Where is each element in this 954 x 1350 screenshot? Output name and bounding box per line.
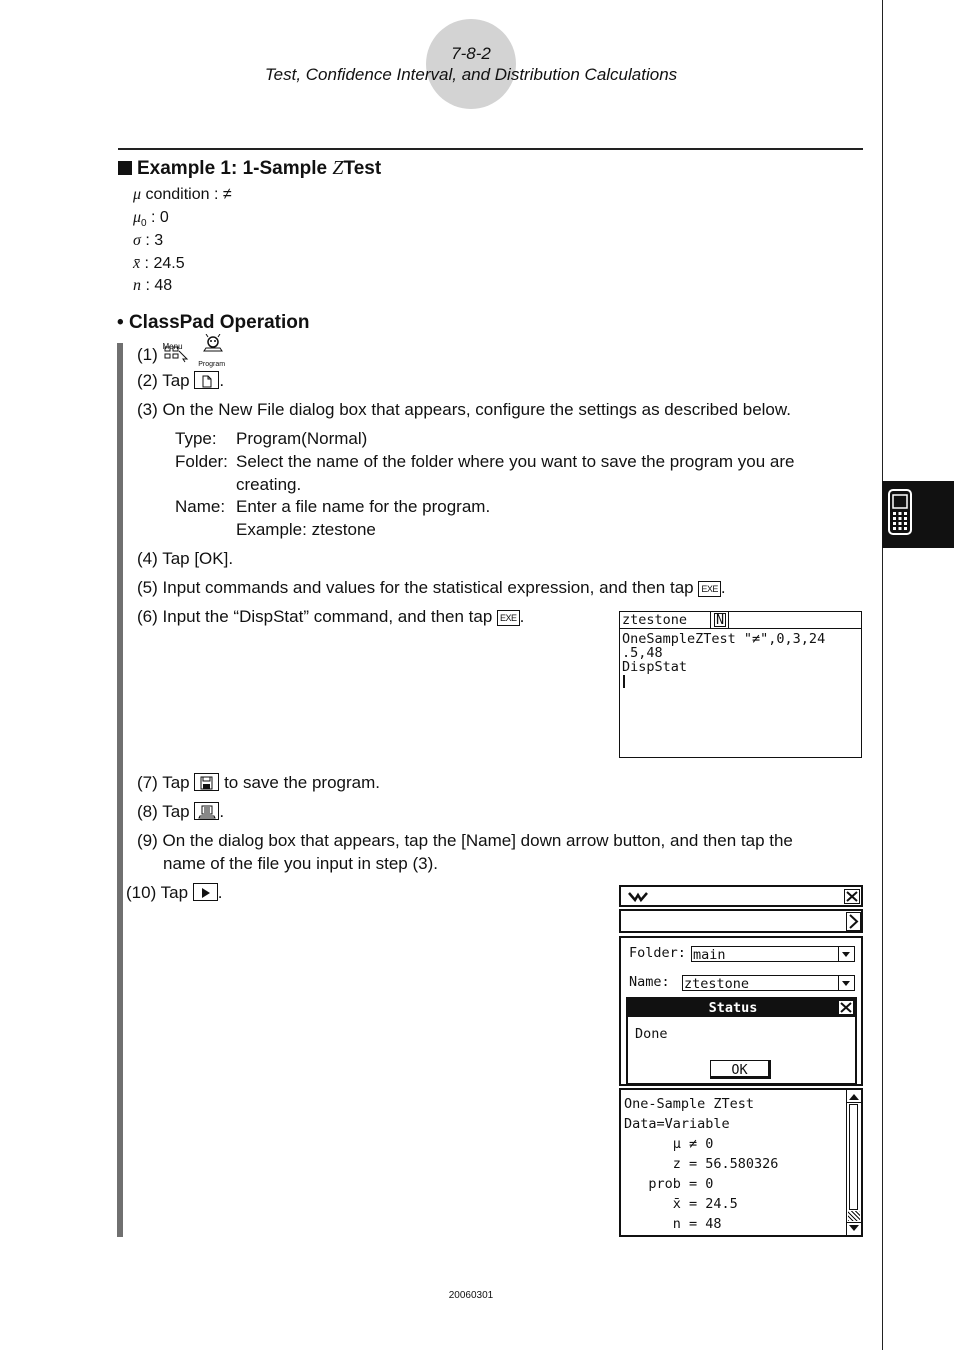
operation-heading: • ClassPad Operation — [117, 312, 310, 333]
menu-key[interactable]: Menu — [163, 340, 189, 364]
scroll-up-icon[interactable] — [847, 1091, 861, 1103]
output-line-7: n = 48 — [624, 1216, 722, 1232]
status-dialog — [626, 997, 857, 1085]
page-number: 7-8-2 — [451, 44, 491, 63]
chapter-title: Test, Confidence Interval, and Distribution Calculations — [264, 65, 678, 84]
step-2: (2) Tap . — [137, 371, 225, 390]
scroll-down-icon[interactable] — [847, 1222, 861, 1234]
loader-entry-line[interactable] — [619, 909, 863, 933]
param-xbar: x̄ : 24.5 — [133, 255, 185, 272]
step-8: (8) Tap . — [137, 802, 225, 821]
editor-title-bar — [620, 612, 861, 629]
editor-line-3: DispStat — [622, 659, 688, 675]
menu-down-arrow-icon[interactable] — [625, 889, 651, 905]
param-sigma: σ : 3 — [133, 232, 164, 249]
output-line-6: x̄ = 24.5 — [624, 1196, 738, 1212]
setting-folder-value: Select the name of the folder where you want to save the program you are — [236, 452, 795, 471]
footer-code: 20060301 — [448, 1290, 494, 1301]
editor-filename: ztestone — [622, 612, 688, 628]
loader-toolbar — [619, 885, 863, 907]
step-7: (7) Tap to save the program. — [137, 773, 380, 792]
status-title: Status — [708, 1000, 758, 1016]
heading-square-icon — [118, 161, 132, 175]
stat-output-window — [619, 1088, 863, 1237]
step-9-cont: name of the file you input in step (3). — [163, 854, 438, 873]
scroll-track-end — [848, 1211, 860, 1221]
chevron-down-icon[interactable] — [838, 976, 854, 990]
output-line-1: One-Sample ZTest — [624, 1096, 755, 1112]
output-line-3: μ ≠ 0 — [624, 1136, 714, 1152]
scroll-thumb[interactable] — [849, 1104, 858, 1210]
step-9: (9) On the dialog box that appears, tap the [Name] down arrow button, and then tap the — [137, 831, 793, 850]
program-icon — [198, 334, 228, 352]
right-margin-rule — [882, 0, 883, 1350]
step-10: (10) Tap . — [126, 883, 223, 902]
play-icon — [194, 885, 217, 901]
folder-select[interactable] — [691, 946, 855, 962]
program-loader-icon — [195, 804, 218, 820]
param-mu-condition: μ condition : ≠ — [133, 186, 232, 203]
editor-line-2: .5,48 — [622, 645, 663, 661]
program-editor-screen — [619, 611, 862, 758]
exe-key[interactable]: EXE — [698, 581, 721, 597]
setting-type-value: Program(Normal) — [236, 429, 368, 448]
step-5: (5) Input commands and values for the statistical expression, and then tap EXE . — [137, 578, 726, 597]
example-heading: Example 1: 1-Sample ZTest — [118, 157, 381, 180]
calculator-icon — [882, 481, 954, 548]
ok-button[interactable]: OK — [710, 1060, 771, 1079]
execute-key[interactable] — [193, 883, 218, 901]
editor-line-1: OneSampleZTest "≠",0,3,24 — [622, 631, 826, 647]
output-scrollbar[interactable] — [846, 1090, 861, 1235]
program-loader-screen — [619, 885, 863, 1237]
close-icon[interactable] — [844, 889, 860, 904]
program-app-key[interactable]: Program — [197, 340, 229, 364]
new-file-icon — [195, 373, 218, 389]
setting-folder-label: Folder: — [175, 452, 228, 471]
setting-name-value: Enter a file name for the program. — [236, 497, 491, 516]
output-line-2: Data=Variable — [624, 1116, 730, 1132]
new-file-key[interactable] — [194, 371, 219, 389]
param-mu0: $\mu_0$ : 0 — [133, 209, 169, 230]
setting-folder-value-cont: creating. — [236, 475, 302, 494]
run-program-key[interactable] — [194, 802, 219, 820]
name-select[interactable] — [682, 975, 855, 991]
param-n: n : 48 — [133, 277, 173, 294]
setting-name-label: Name: — [175, 497, 226, 516]
exe-key[interactable]: EXE — [497, 610, 520, 626]
step-6: (6) Input the “DispStat” command, and then tap EXE . — [137, 607, 525, 626]
chevron-down-icon[interactable] — [838, 947, 854, 961]
save-key[interactable] — [194, 773, 219, 791]
output-line-4: z = 56.580326 — [624, 1156, 779, 1172]
scroll-right-icon[interactable] — [846, 912, 861, 931]
name-select-value: ztestone — [684, 976, 750, 992]
editor-mode-indicator: N — [716, 612, 725, 628]
step-4: (4) Tap [OK]. — [137, 549, 234, 568]
setting-type-label: Type: — [175, 429, 217, 448]
step-3: (3) On the New File dialog box that appears, configure the settings as described below. — [137, 400, 791, 419]
operation-side-bar — [117, 343, 123, 1237]
status-close-icon[interactable] — [838, 1000, 854, 1015]
output-line-5: prob = 0 — [624, 1176, 714, 1192]
step-1: (1) Menu Program — [137, 340, 229, 366]
folder-label: Folder: — [629, 945, 686, 961]
header-circle — [426, 19, 516, 109]
section-top-rule — [118, 148, 863, 150]
program-loader-dialog — [619, 936, 863, 1086]
status-message: Done — [635, 1026, 668, 1042]
name-label: Name: — [629, 974, 670, 990]
save-icon — [195, 775, 218, 791]
folder-select-value: main — [693, 947, 726, 963]
chapter-side-tab — [882, 481, 954, 548]
editor-cursor — [623, 675, 625, 688]
menu-icon — [163, 345, 189, 363]
status-title-bar — [628, 999, 855, 1017]
setting-name-example: Example: ztestone — [236, 520, 376, 539]
